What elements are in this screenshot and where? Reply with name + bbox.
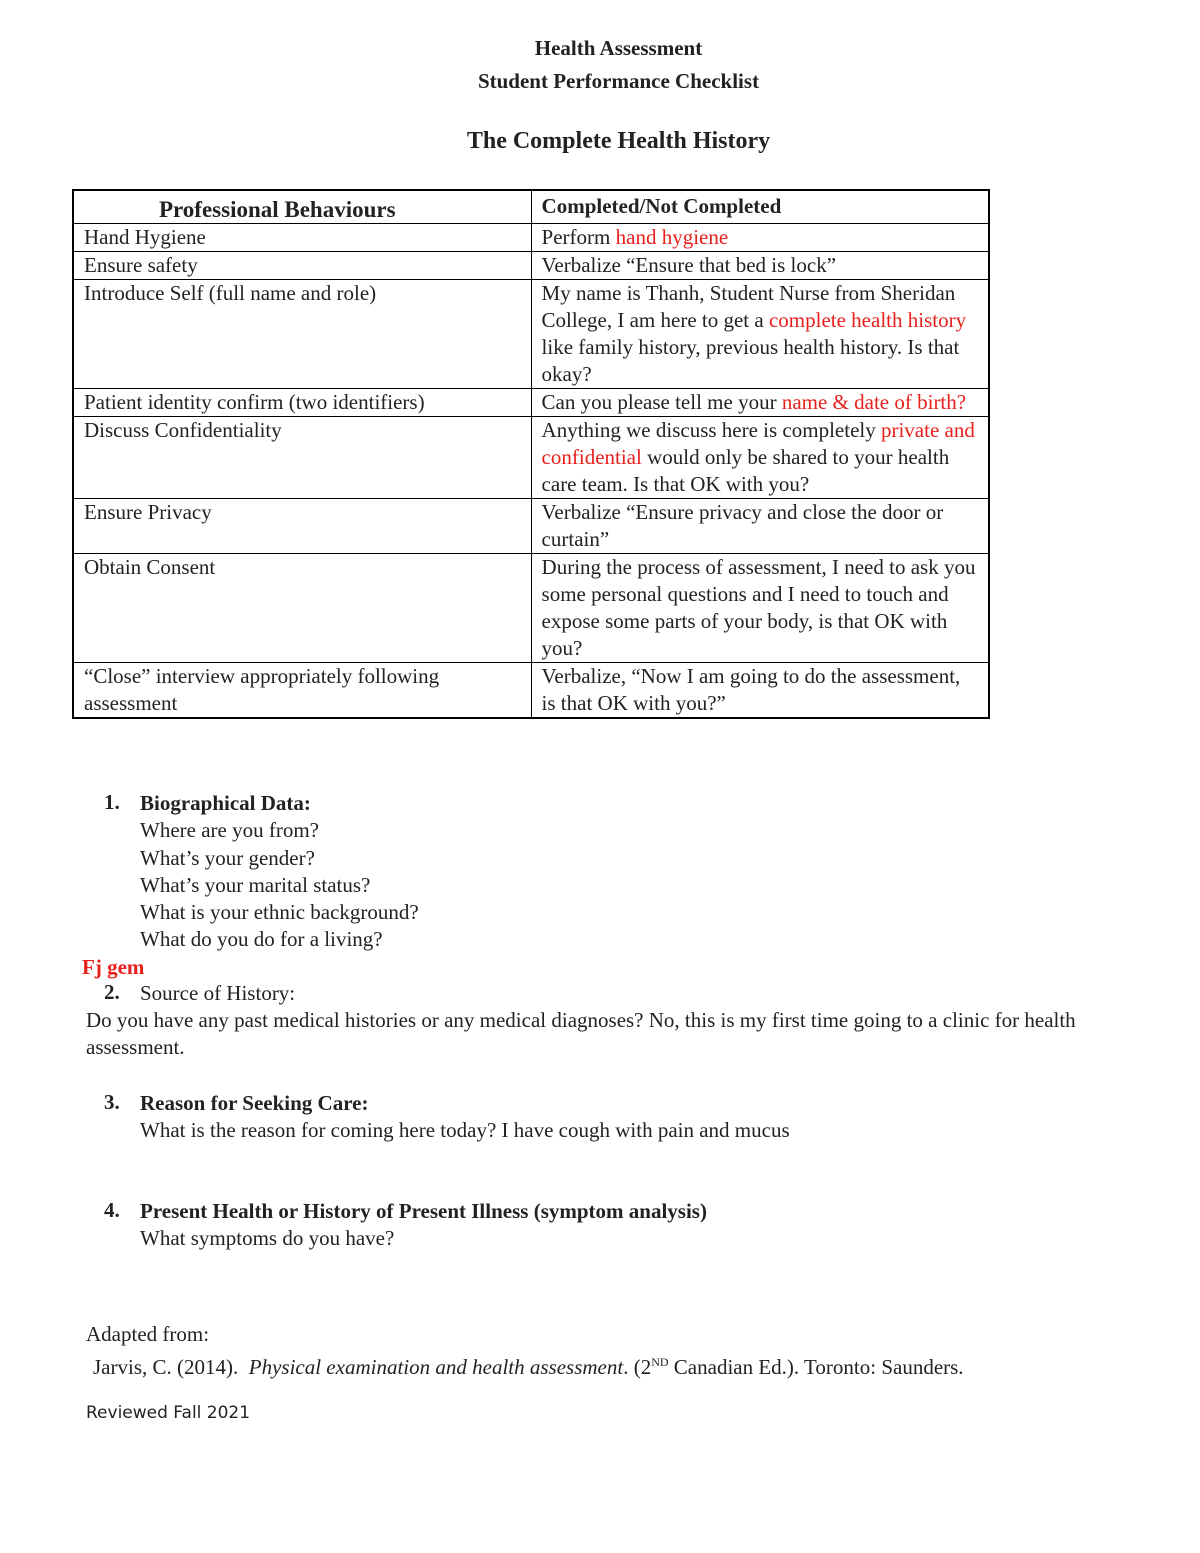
section-1-line: What is your ethnic background? xyxy=(140,900,419,925)
response-text: Verbalize, “Now I am going to do the assessment, is that OK with you?” xyxy=(541,664,961,715)
response-text: Can you please tell me your xyxy=(541,390,782,414)
table-row xyxy=(73,252,989,280)
section-3-text: What is the reason for coming here today? I have cough with pain and mucus xyxy=(140,1118,790,1143)
section-2-number: 2. xyxy=(104,980,120,1004)
section-1-title: Biographical Data: xyxy=(140,791,311,815)
red-note: Fj gem xyxy=(82,955,145,979)
ref-edition-post: Canadian Ed.). Toronto: Saunders. xyxy=(668,1355,964,1379)
table-row xyxy=(73,417,989,499)
section-2-title: Source of History: xyxy=(140,981,296,1005)
response-cell xyxy=(531,389,989,417)
header-line-1: Health Assessment xyxy=(534,36,703,60)
highlighted-text: name & date of birth? xyxy=(781,390,967,414)
reviewed-note: Reviewed Fall 2021 xyxy=(86,1403,251,1423)
behaviour-cell: Patient identity confirm (two identifiers) xyxy=(73,389,531,417)
response-cell xyxy=(531,554,989,663)
table-row xyxy=(73,224,989,252)
behaviour-cell: “Close” interview appropriately following assessment xyxy=(73,663,531,719)
response-cell xyxy=(531,252,989,280)
adapted-from-label: Adapted from: xyxy=(86,1322,210,1346)
section-1 xyxy=(140,790,419,954)
response-text: Verbalize “Ensure privacy and close the door or curtain” xyxy=(541,500,944,551)
header-line-2: Student Performance Checklist xyxy=(477,69,760,93)
section-4-text: What symptoms do you have? xyxy=(140,1226,395,1251)
behaviour-cell: Ensure safety xyxy=(73,252,531,280)
response-cell xyxy=(531,280,989,389)
table-row xyxy=(73,554,989,663)
reference-citation xyxy=(93,1348,964,1381)
response-text: like family history, previous health history. Is that okay? xyxy=(541,335,960,386)
behaviour-cell: Obtain Consent xyxy=(73,554,531,663)
ref-edition-pre: . (2 xyxy=(623,1355,652,1379)
checklist-table xyxy=(72,189,990,719)
section-1-line: What’s your marital status? xyxy=(140,872,371,897)
response-text: would only be shared to your health care team. Is that OK with you? xyxy=(541,445,950,496)
section-3-number: 3. xyxy=(104,1090,120,1114)
section-1-line: What do you do for a living? xyxy=(140,927,383,952)
section-1-number: 1. xyxy=(104,790,120,814)
section-3-title: Reason for Seeking Care: xyxy=(140,1091,369,1115)
table-row xyxy=(73,389,989,417)
section-4-number: 4. xyxy=(104,1198,120,1222)
document-title: The Complete Health History xyxy=(466,128,771,154)
response-cell xyxy=(531,224,989,252)
response-cell xyxy=(531,417,989,499)
section-4-title: Present Health or History of Present Illness (symptom analysis) xyxy=(140,1199,707,1223)
ref-author: Jarvis, C. (2014). xyxy=(93,1355,239,1379)
section-1-line: What’s your gender? xyxy=(140,845,315,870)
highlighted-text: hand hygiene xyxy=(615,225,729,249)
ref-title: Physical examination and health assessment xyxy=(248,1355,624,1379)
response-text: Anything we discuss here is completely xyxy=(541,418,881,442)
section-4 xyxy=(140,1198,707,1253)
section-2-text: Do you have any past medical histories or any medical diagnoses? No, this is my first time going to a clinic for health assessment. xyxy=(86,1008,1076,1060)
behaviour-cell: Ensure Privacy xyxy=(73,499,531,554)
response-cell xyxy=(531,499,989,554)
table-row xyxy=(73,499,989,554)
references xyxy=(86,1320,964,1381)
behaviour-cell: Hand Hygiene xyxy=(73,224,531,252)
response-text: During the process of assessment, I need to ask you some personal questions and I need to touch and expose some parts of your body, is that OK with you? xyxy=(541,555,976,660)
ref-edition-sup: ND xyxy=(651,1355,669,1369)
col-header-behaviours: Professional Behaviours xyxy=(73,190,531,224)
response-text: Perform xyxy=(541,225,616,249)
table-row xyxy=(73,280,989,389)
col-header-completed: Completed/Not Completed xyxy=(531,190,989,224)
section-1-line: Where are you from? xyxy=(140,818,319,843)
response-text: My name is Thanh, Student Nurse from Sheridan College, I am here to get a xyxy=(541,281,956,332)
table-header-row xyxy=(73,190,989,224)
table-row xyxy=(73,663,989,719)
behaviour-cell: Discuss Confidentiality xyxy=(73,417,531,499)
response-text: Verbalize “Ensure that bed is lock” xyxy=(541,253,837,277)
section-3 xyxy=(140,1090,790,1145)
highlighted-text: private and confidential xyxy=(541,418,975,469)
highlighted-text: complete health history xyxy=(768,308,967,332)
behaviour-cell: Introduce Self (full name and role) xyxy=(73,280,531,389)
response-cell xyxy=(531,663,989,719)
